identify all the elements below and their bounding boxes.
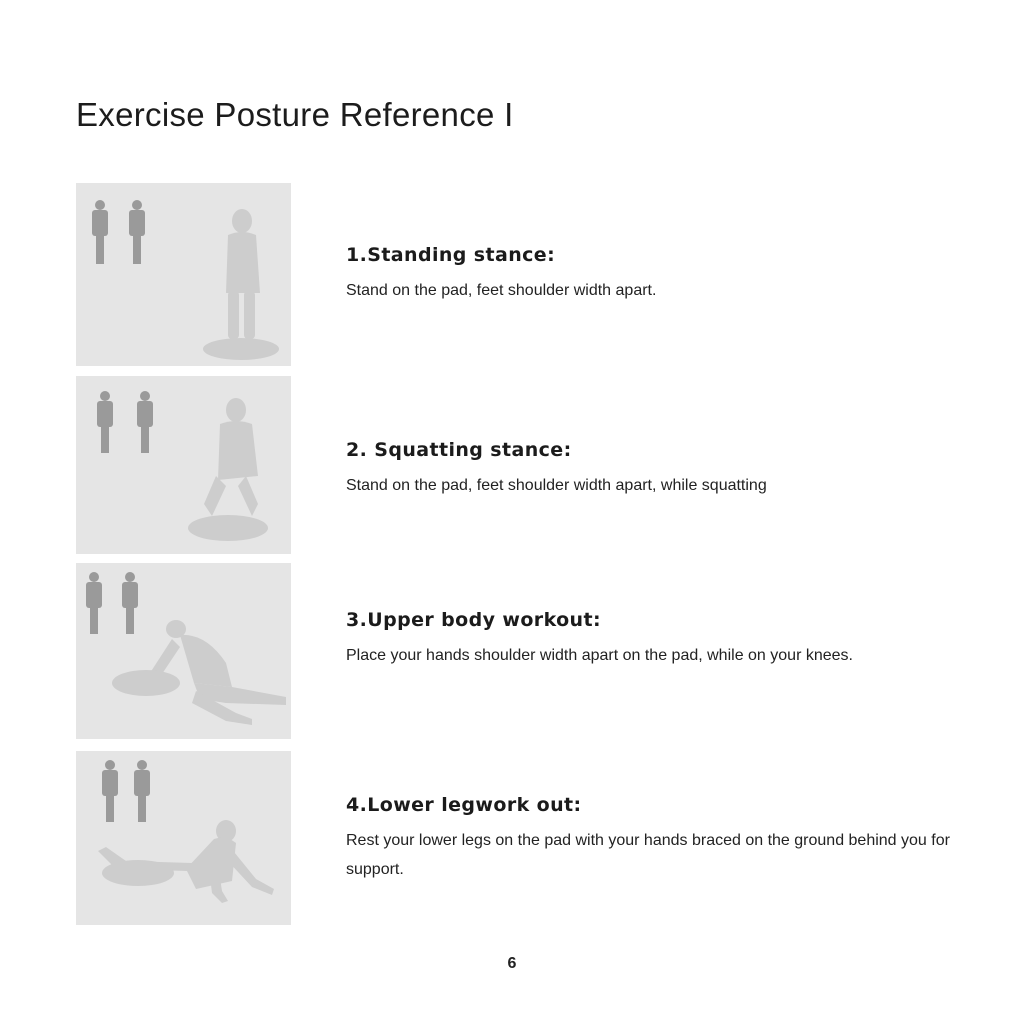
standing-on-pad-figure [76, 183, 291, 366]
step-title: 4.Lower legwork out: [346, 794, 582, 816]
step-upper-body-workout [346, 609, 986, 670]
illustration-squatting-stance [76, 376, 291, 554]
step-description: Stand on the pad, feet shoulder width apart. [346, 282, 657, 299]
step-title: 1.Standing stance: [346, 244, 556, 266]
squatting-on-pad-figure [76, 376, 291, 554]
illustration-lower-legwork-out [76, 751, 291, 925]
step-title: 3.Upper body workout: [346, 609, 601, 631]
step-lower-legwork-out [346, 794, 986, 884]
illustration-standing-stance [76, 183, 291, 366]
step-description: Stand on the pad, feet shoulder width apart, while squatting [346, 477, 767, 494]
page-title: Exercise Posture Reference I [76, 96, 514, 133]
step-description: Place your hands shoulder width apart on the pad, while on your knees. [346, 647, 853, 664]
step-standing-stance [346, 244, 986, 305]
illustration-upper-body-workout [76, 563, 291, 739]
page-number: 6 [507, 955, 517, 972]
step-squatting-stance [346, 439, 986, 500]
kneeling-hands-on-pad-figure [76, 563, 291, 739]
reclining-legs-on-pad-figure [76, 751, 291, 925]
step-title: 2. Squatting stance: [346, 439, 572, 461]
step-description: Rest your lower legs on the pad with your hands braced on the ground behind you for support. [346, 832, 950, 878]
